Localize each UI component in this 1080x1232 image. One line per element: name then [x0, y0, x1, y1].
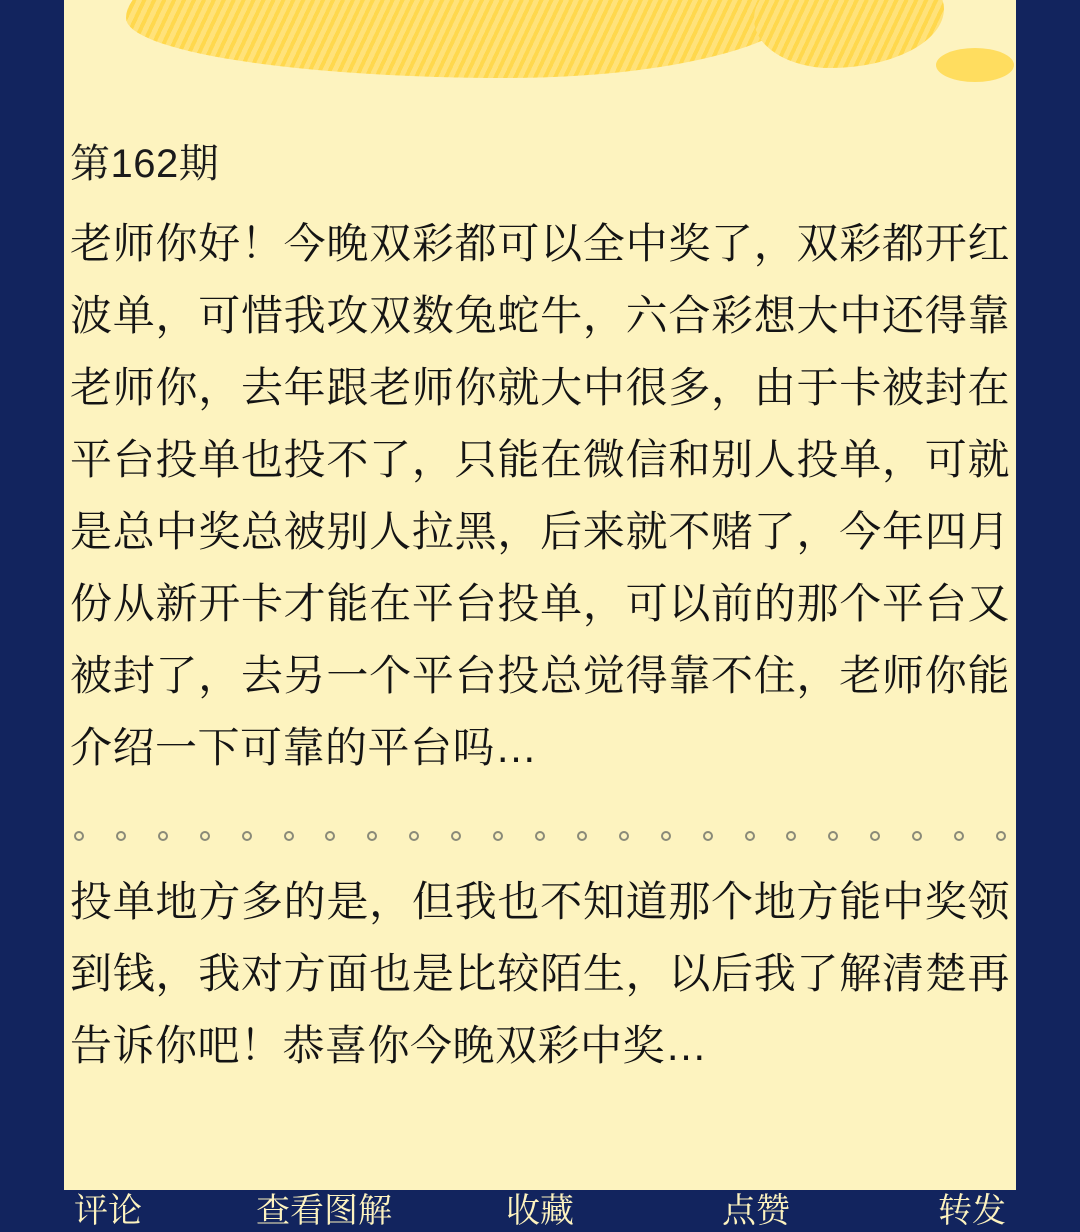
brush-stroke-icon [126, 0, 806, 78]
action-share[interactable] [864, 1190, 1080, 1232]
divider-dot [284, 831, 294, 841]
issue-label: 第162期 [70, 142, 220, 186]
right-gutter [1016, 0, 1080, 1190]
divider-dot [870, 831, 880, 841]
divider-dot [116, 831, 126, 841]
action-comment[interactable] [0, 1190, 216, 1232]
divider-dot [367, 831, 377, 841]
divider-dot [74, 831, 84, 841]
action-view-chart[interactable] [216, 1190, 432, 1232]
action-comment-label: 评论 [74, 1192, 142, 1230]
brush-dot-icon [936, 48, 1014, 82]
divider-dot [325, 831, 335, 841]
action-like-label: 点赞 [722, 1192, 790, 1230]
action-favorite-label: 收藏 [506, 1192, 574, 1230]
divider-dot [493, 831, 503, 841]
action-favorite[interactable] [432, 1190, 648, 1232]
article-content [64, 142, 1016, 1082]
action-share-label: 转发 [938, 1192, 1006, 1230]
divider-dot [200, 831, 210, 841]
brush-stroke-secondary-icon [754, 0, 944, 68]
reply-text: 投单地方多的是，但我也不知道那个地方能中奖领到钱，我对方面也是比较陌生，以后我了解清楚再告诉你吧！恭喜你今晚双彩中奖… [70, 878, 1010, 1069]
divider-dot [912, 831, 922, 841]
divider-dot [619, 831, 629, 841]
action-like[interactable] [648, 1190, 864, 1232]
dotted-divider [70, 824, 1010, 848]
divider-dot [703, 831, 713, 841]
divider-dot [786, 831, 796, 841]
left-gutter [0, 0, 64, 1190]
divider-dot [828, 831, 838, 841]
article-card [64, 0, 1016, 1190]
decorative-banner [64, 0, 1016, 108]
divider-dot [409, 831, 419, 841]
divider-dot [158, 831, 168, 841]
action-view-chart-label: 查看图解 [256, 1192, 392, 1230]
question-text: 老师你好！今晚双彩都可以全中奖了，双彩都开红波单，可惜我攻双数兔蛇牛，六合彩想大中还得靠老师你，去年跟老师你就大中很多，由于卡被封在平台投单也投不了，只能在微信和别人投单，可就是总中奖总被别人拉黑，后来就不赌了，今年四月份从新开卡才能在平台投单，可以前的那个平台又被封了，去另一个平台投总觉得靠不住，老师你能介绍一下可靠的平台吗… [70, 220, 1010, 771]
action-bar [0, 1190, 1080, 1232]
divider-dot [954, 831, 964, 841]
divider-dot [535, 831, 545, 841]
divider-dot [996, 831, 1006, 841]
divider-dot [577, 831, 587, 841]
divider-dot [661, 831, 671, 841]
divider-dot [745, 831, 755, 841]
divider-dot [451, 831, 461, 841]
divider-dot [242, 831, 252, 841]
